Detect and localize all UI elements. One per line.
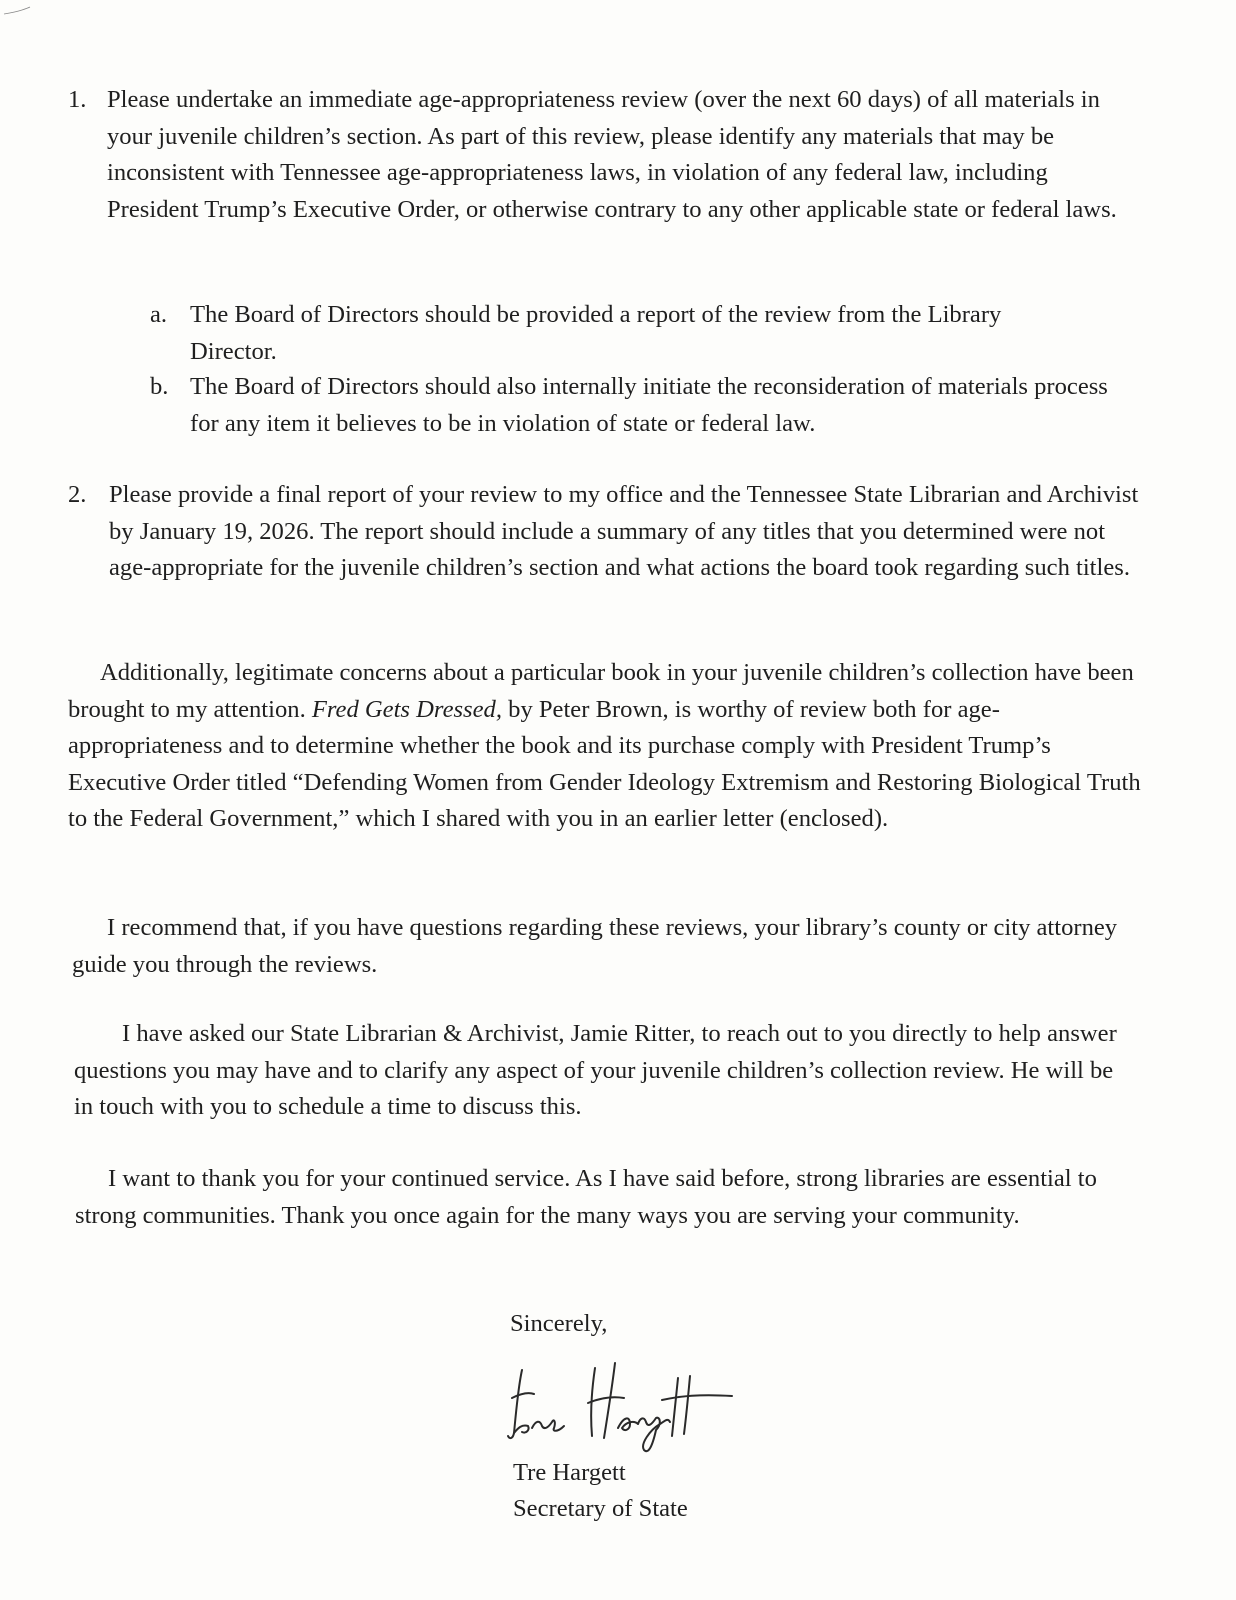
item-1b-marker: b. [150, 373, 169, 400]
item-1-text: Please undertake an immediate age-appropriateness review (over the next 60 days) of all materials in your juvenile children’s section. As part of this review, please identify any materials that may be inconsistent with Tennessee age-appropriateness laws, in violation of any federal law, including President Trump’s Executive Order, or otherwise contrary to any other applicable state or federal laws. [107, 86, 1117, 223]
paragraph-additionally [68, 655, 1153, 838]
item-1a-text: The Board of Directors should be provided a report of the review from the Library Director. [190, 301, 1002, 365]
paragraph-recommend: I recommend that, if you have questions regarding these reviews, your library’s county or city attorney guide you through the reviews. [72, 914, 1118, 978]
item-2-marker: 2. [68, 481, 87, 508]
signer-name: Tre Hargett [513, 1459, 626, 1486]
item-2-text: Please provide a final report of your review to my office and the Tennessee State Librarian and Archivist by January 19, 2026. The report should include a summary of any titles that you determined were not age-appropriate for the juvenile children’s section and what actions the board took regarding such titles. [109, 481, 1139, 581]
salutation: Sincerely, [510, 1310, 608, 1337]
item-1-marker: 1. [68, 86, 87, 113]
scan-mark [2, 4, 32, 18]
item-1a-marker: a. [150, 301, 168, 328]
paragraph-asked: I have asked our State Librarian & Archivist, Jamie Ritter, to reach out to you directly to help answer questions you may have and to clarify any aspect of your juvenile children’s collection review. He will be in touch with you to schedule a time to discuss this. [74, 1020, 1117, 1120]
additionally-text-before: Additionally, legitimate concerns about a particular book in your juvenile children’s collection have been brought to my attention. [68, 659, 1134, 723]
additionally-text-after: by Peter Brown, is worthy of review both for age-appropriateness and to determine whether the book and its purchase comply with President Trump’s Executive Order titled “Defending Women from Gender Ideology Extremism and Restoring Biological Truth to the Federal Government,” which I shared with you in an earlier letter (enclosed). [68, 695, 1141, 832]
book-title: Fred Gets Dressed, [311, 695, 502, 723]
paragraph-thanks: I want to thank you for your continued service. As I have said before, strong libraries are essential to strong communities. Thank you once again for the many ways you are serving your community. [75, 1165, 1097, 1229]
signer-title: Secretary of State [513, 1495, 688, 1522]
item-1b-text: The Board of Directors should also internally initiate the reconsideration of materials process for any item it believes to be in violation of state or federal law. [190, 373, 1108, 437]
handwritten-signature [500, 1358, 740, 1458]
